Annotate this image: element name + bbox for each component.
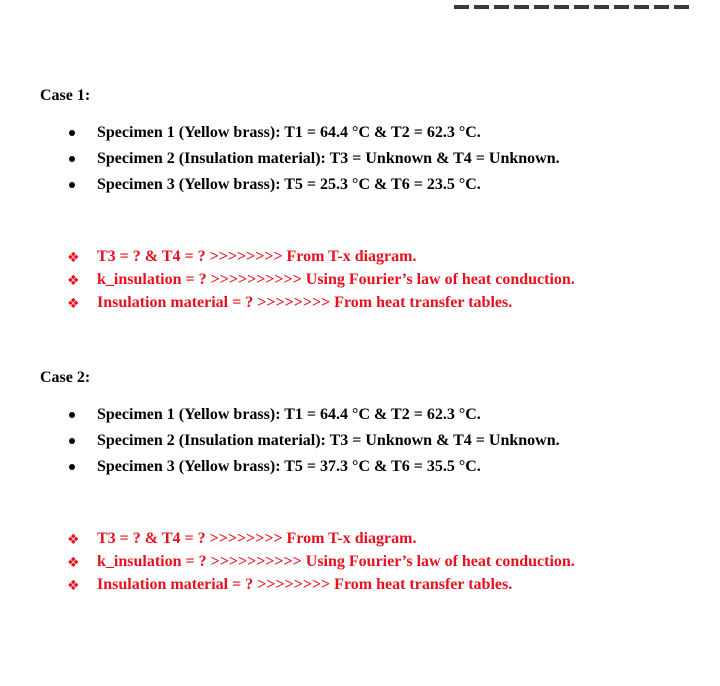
task-item: [40, 291, 575, 314]
case-title: Case 2:: [40, 369, 91, 386]
diamond-bullet-icon: ❖: [67, 555, 80, 571]
case-2-section: [40, 368, 700, 480]
dashed-line-decoration: [454, 5, 694, 9]
task-text: Insulation material = ? >>>>>>>> From heat transfer tables.: [97, 294, 513, 311]
specimen-item: Specimen 3 (Yellow brass): T5 = 37.3 °C & T6 = 35.5 °C.: [40, 454, 700, 480]
task-text: Insulation material = ? >>>>>>>> From heat transfer tables.: [97, 576, 513, 593]
specimen-list: [40, 402, 700, 480]
case-1-section: [40, 86, 700, 198]
case-title: Case 1:: [40, 87, 91, 104]
specimen-item: Specimen 1 (Yellow brass): T1 = 64.4 °C & T2 = 62.3 °C.: [40, 120, 700, 146]
diamond-bullet-icon: ❖: [67, 578, 80, 594]
diamond-bullet-icon: ❖: [67, 532, 80, 548]
task-text: T3 = ? & T4 = ? >>>>>>>> From T-x diagram.: [97, 248, 417, 265]
task-text: k_insulation = ? >>>>>>>>>> Using Fourier’s law of heat conduction.: [97, 271, 575, 288]
task-item: [40, 573, 575, 596]
task-item: [40, 527, 575, 550]
specimen-item: Specimen 2 (Insulation material): T3 = Unknown & T4 = Unknown.: [40, 428, 700, 454]
specimen-item: Specimen 3 (Yellow brass): T5 = 25.3 °C & T6 = 23.5 °C.: [40, 172, 700, 198]
specimen-list: [40, 120, 700, 198]
diamond-bullet-icon: ❖: [67, 250, 80, 266]
task-list: [40, 245, 575, 314]
task-list: [40, 527, 575, 596]
task-item: [40, 268, 575, 291]
diamond-bullet-icon: ❖: [67, 273, 80, 289]
task-item: [40, 550, 575, 573]
task-item: [40, 245, 575, 268]
specimen-item: Specimen 1 (Yellow brass): T1 = 64.4 °C & T2 = 62.3 °C.: [40, 402, 700, 428]
specimen-item: Specimen 2 (Insulation material): T3 = Unknown & T4 = Unknown.: [40, 146, 700, 172]
diamond-bullet-icon: ❖: [67, 296, 80, 312]
task-text: k_insulation = ? >>>>>>>>>> Using Fourier’s law of heat conduction.: [97, 553, 575, 570]
task-text: T3 = ? & T4 = ? >>>>>>>> From T-x diagram.: [97, 530, 417, 547]
